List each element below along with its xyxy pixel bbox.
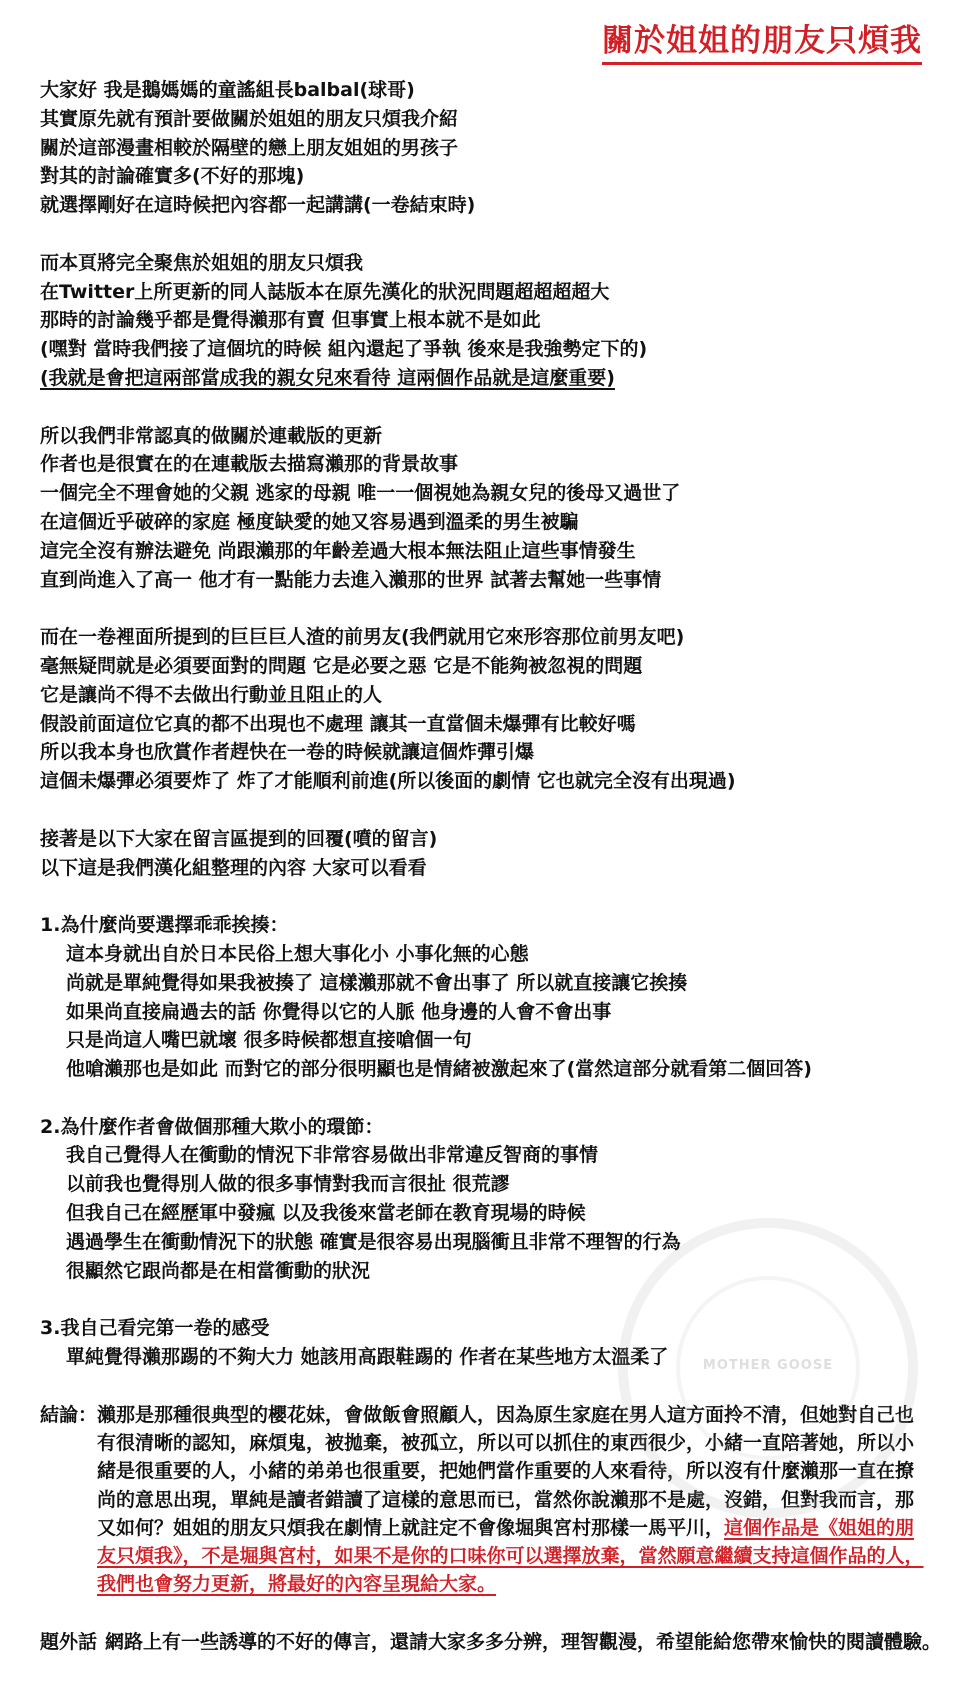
answer-line: 只是尚這人嘴巴就壞 很多時候都想直接嗆個一句 bbox=[66, 1029, 472, 1052]
replies-paragraph bbox=[40, 825, 945, 883]
text-line: 所以我們非常認真的做關於連載版的更新 bbox=[40, 424, 383, 447]
text-line: 所以我本身也欣賞作者趕快在一卷的時候就讓這個炸彈引爆 bbox=[40, 741, 535, 764]
text-line: 在這個近乎破碎的家庭 極度缺愛的她又容易遇到溫柔的男生被騙 bbox=[40, 510, 579, 533]
question-2 bbox=[40, 1113, 945, 1286]
question-3 bbox=[40, 1314, 945, 1372]
focus-paragraph bbox=[40, 249, 945, 393]
text-line: 接著是以下大家在留言區提到的回覆(噴的留言) bbox=[40, 827, 438, 850]
text-line: 就選擇剛好在這時候把內容都一起講講(一卷結束時) bbox=[40, 194, 476, 217]
aside-label: 題外話 bbox=[40, 1630, 98, 1653]
answer-line: 但我自己在經歷軍中發瘋 以及我後來當老師在教育現場的時候 bbox=[66, 1202, 586, 1225]
conclusion-body: 瀨那是那種很典型的櫻花妹，會做飯會照顧人，因為原生家庭在男人這方面拎不清，但她對自己也有很清晰的認知，麻煩鬼，被拋棄，被孤立，所以可以抓住的東西很少，小緒一直陪著她，所以小緒是很重要的人，小緒的弟弟也很重要，把她們當作重要的人來看待，所以沒有什麼瀨那一直在撩尚的意思出現，單純是讀者錯讀了這樣的意思而已，當然你說瀨那不是處，沒錯，但對我而言，那又如何？姐姐的朋友只煩我在劇情上就註定不會像堀與宮村那樣一馬平川， bbox=[97, 1403, 915, 1539]
answer-line: 以前我也覺得別人做的很多事情對我而言很扯 很荒謬 bbox=[66, 1173, 510, 1196]
answer-line: 很顯然它跟尚都是在相當衝動的狀況 bbox=[66, 1259, 371, 1282]
conclusion-text bbox=[97, 1401, 945, 1599]
answer-line: 我自己覺得人在衝動的情況下非常容易做出非常違反智商的事情 bbox=[66, 1144, 599, 1167]
text-line: 直到尚進入了高一 他才有一點能力去進入瀨那的世界 試著去幫她一些事情 bbox=[40, 568, 662, 591]
text-line: 在Twitter上所更新的同人誌版本在原先漢化的狀況問題超超超超大 bbox=[40, 280, 610, 303]
answer-line: 如果尚直接扁過去的話 你覺得以它的人脈 他身邊的人會不會出事 bbox=[66, 1000, 612, 1023]
conclusion-section bbox=[40, 1401, 945, 1599]
answer-line: 他嗆瀨那也是如此 而對它的部分很明顯也是情緒被激起來了(當然這部分就看第二個回答) bbox=[66, 1058, 812, 1081]
text-line: 這個未爆彈必須要炸了 炸了才能順利前進(所以後面的劇情 它也就完全沒有出現過) bbox=[40, 770, 736, 793]
ex-boyfriend-paragraph bbox=[40, 623, 945, 796]
text-line: 其實原先就有預計要做關於姐姐的朋友只煩我介紹 bbox=[40, 107, 459, 130]
question-title: 1.為什麼尚要選擇乖乖挨揍： bbox=[40, 914, 289, 937]
text-line: 關於這部漫畫相較於隔壁的戀上朋友姐姐的男孩子 bbox=[40, 136, 459, 159]
question-1 bbox=[40, 911, 945, 1084]
text-line: 這完全沒有辦法避免 尚跟瀨那的年齡差過大根本無法阻止這些事情發生 bbox=[40, 539, 636, 562]
question-title: 3.我自己看完第一卷的感受 bbox=[40, 1317, 270, 1340]
conclusion-label: 結論： bbox=[40, 1403, 98, 1426]
intro-paragraph bbox=[40, 76, 945, 220]
text-line: 毫無疑問就是必須要面對的問題 它是必要之惡 它是不能夠被忽視的問題 bbox=[40, 654, 643, 677]
text-line: 假設前面這位它真的都不出現也不處理 讓其一直當個未爆彈有比較好嗎 bbox=[40, 712, 636, 735]
answer-line: 遇過學生在衝動情況下的狀態 確實是很容易出現腦衝且非常不理智的行為 bbox=[66, 1230, 681, 1253]
article-body bbox=[40, 76, 945, 1656]
aside-section bbox=[40, 1628, 945, 1657]
text-line: 而本頁將完全聚焦於姐姐的朋友只煩我 bbox=[40, 251, 364, 274]
text-line: 對其的討論確實多(不好的那塊) bbox=[40, 165, 305, 188]
answer-line: 這本身就出自於日本民俗上想大事化小 小事化無的心態 bbox=[66, 942, 529, 965]
underlined-line: (我就是會把這兩部當成我的親女兒來看待 這兩個作品就是這麼重要) bbox=[40, 366, 615, 389]
question-title: 2.為什麼作者會做個那種大欺小的環節： bbox=[40, 1115, 384, 1138]
watermark-text: MOTHER GOOSE bbox=[702, 1358, 834, 1373]
text-line: 以下這是我們漢化組整理的內容 大家可以看看 bbox=[40, 856, 427, 879]
text-line: 它是讓尚不得不去做出行動並且阻止的人 bbox=[40, 683, 383, 706]
text-line: (嘿對 當時我們接了這個坑的時候 組內還起了爭執 後來是我強勢定下的) bbox=[40, 338, 648, 361]
answer-line: 單純覺得瀨那踢的不夠大力 她該用高跟鞋踢的 作者在某些地方太溫柔了 bbox=[66, 1346, 669, 1369]
text-line: 而在一卷裡面所提到的巨巨巨人渣的前男友(我們就用它來形容那位前男友吧) bbox=[40, 626, 685, 649]
conclusion-highlight: 這個作品是《姐姐的朋友只煩我》，不是堀與宮村，如果不是你的口味你可以選擇放棄，當然願意繼續支持這個作品的人，我們也會努力更新，將最好的內容呈現給大家。 bbox=[97, 1516, 924, 1596]
answer-line: 尚就是單純覺得如果我被揍了 這樣瀨那就不會出事了 所以就直接讓它挨揍 bbox=[66, 971, 688, 994]
text-line: 作者也是很實在的在連載版去描寫瀨那的背景故事 bbox=[40, 453, 459, 476]
text-line: 那時的討論幾乎都是覺得瀨那有賣 但事實上根本就不是如此 bbox=[40, 309, 541, 332]
text-line: 一個完全不理會她的父親 逃家的母親 唯一一個視她為親女兒的後母又過世了 bbox=[40, 482, 681, 505]
page-title: 關於姐姐的朋友只煩我 bbox=[602, 22, 922, 65]
aside-text: 網路上有一些誘導的不好的傳言，還請大家多多分辨，理智觀漫，希望能給您帶來愉快的閱讀體驗。 bbox=[105, 1630, 942, 1653]
text-line: 大家好 我是鵝媽媽的童謠組長balbal(球哥) bbox=[40, 79, 415, 101]
serial-paragraph bbox=[40, 422, 945, 595]
